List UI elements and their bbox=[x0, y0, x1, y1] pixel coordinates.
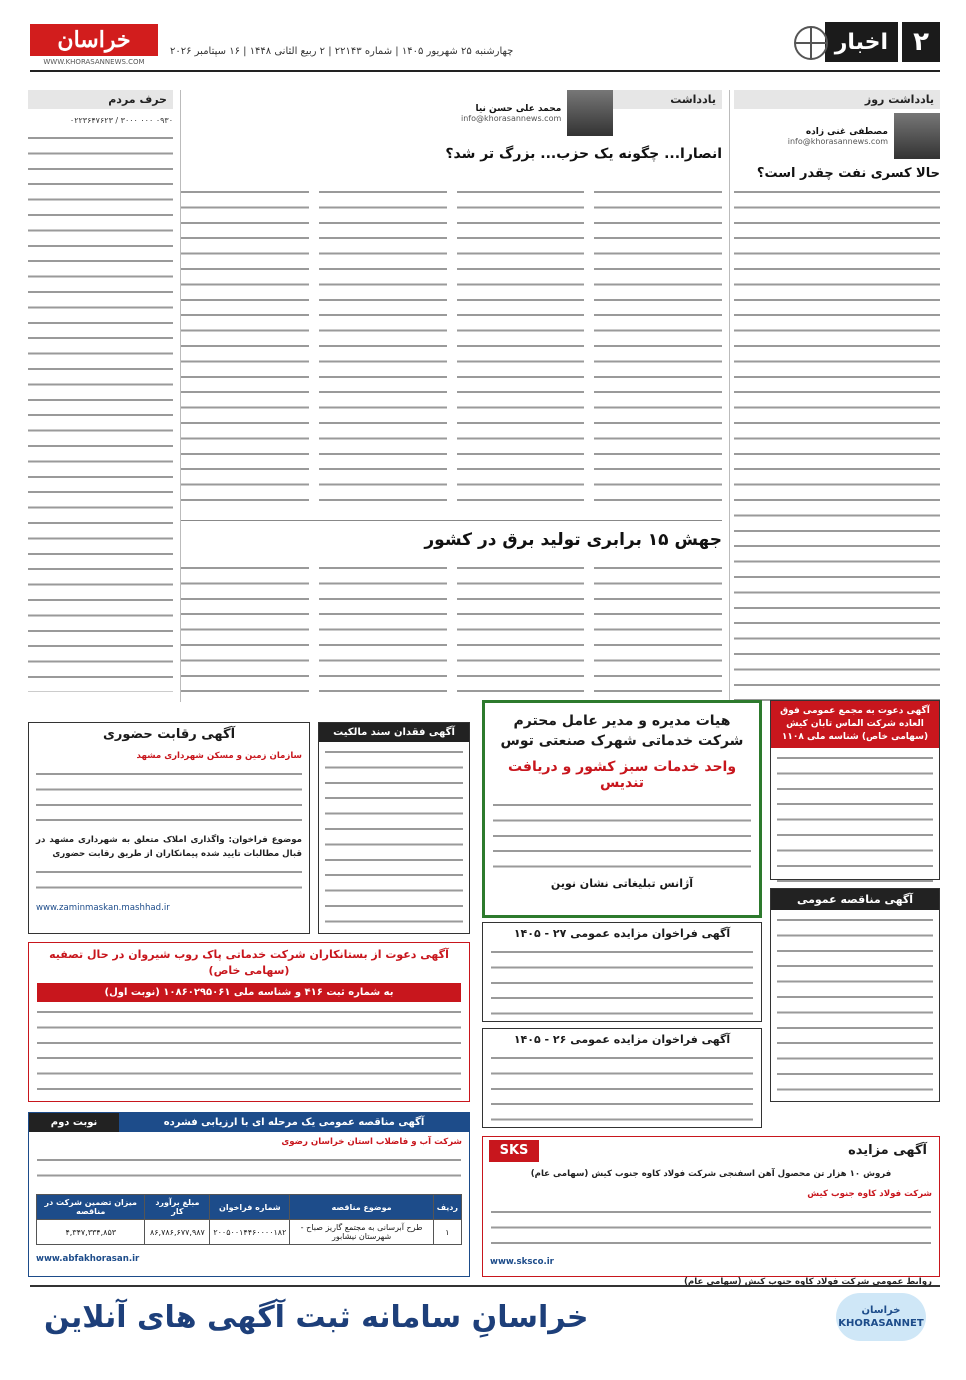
ad-title: آگهی فقدان سند مالکیت bbox=[319, 723, 469, 742]
article-body bbox=[734, 186, 940, 706]
water-tender-ad bbox=[28, 1112, 470, 1277]
section-label: یادداشت روز bbox=[734, 90, 940, 109]
text-column bbox=[319, 186, 447, 504]
author-photo bbox=[894, 113, 940, 159]
ad-footer: روابط عمومی شرکت فولاد کاوه جنوب کیش (سهامی عام) bbox=[684, 1277, 932, 1287]
ad-company: شرکت آب و فاضلاب استان خراسان رضوی bbox=[281, 1137, 462, 1147]
tender-table bbox=[36, 1194, 462, 1245]
ad-title: آگهی رقابت حضوری bbox=[102, 727, 236, 742]
ad-body bbox=[36, 768, 302, 828]
table-cell: ۴,۳۴۷,۳۳۴,۸۵۳ bbox=[37, 1220, 145, 1245]
ad-org: سازمان زمین و مسکن شهرداری مشهد bbox=[136, 751, 302, 761]
ad-body bbox=[493, 799, 751, 869]
lost-document-ad bbox=[318, 722, 470, 934]
contact-phones: ۰۹۳۰ ۰۰۰ ۳۰۰۰ / ۰۲۲۳۶۴۷۶۲۳ bbox=[69, 116, 173, 125]
sks-logo: SKS bbox=[489, 1140, 539, 1162]
logo[interactable]: خراسان bbox=[30, 24, 158, 56]
ad-title: آگهی فراخوان مزایده عمومی ۲۷ - ۱۴۰۵ bbox=[513, 927, 731, 940]
ad-body bbox=[37, 1006, 461, 1102]
ad-award: واحد خدمات سبز کشور و دریافت تندیس bbox=[507, 759, 737, 791]
congrats-ad bbox=[482, 700, 762, 918]
general-tender-ad bbox=[770, 888, 940, 1102]
ad-signature: آژانس تبلیغاتی نشان نوین bbox=[550, 877, 694, 890]
creditors-ad bbox=[28, 942, 470, 1102]
author-name: مصطفی غنی زاده bbox=[805, 126, 888, 137]
logo-url: WWW.KHORASANNEWS.COM bbox=[43, 58, 145, 66]
ad-subtitle: به شماره ثبت ۴۱۶ و شناسه ملی ۱۰۸۶۰۲۹۵۰۶۱ (نوبت اول) bbox=[37, 983, 461, 1002]
ad-body bbox=[491, 1052, 753, 1122]
ad-title: آگهی فراخوان مزایده عمومی ۲۶ - ۱۴۰۵ bbox=[513, 1033, 731, 1046]
section-name: اخبار bbox=[825, 22, 898, 62]
tender-ad-2 bbox=[482, 1028, 762, 1128]
section-label: یادداشت bbox=[613, 90, 722, 109]
table-cell: ۸۶,۷۸۶,۶۷۷,۹۸۷ bbox=[145, 1220, 210, 1245]
ad-title: آگهی دعوت از بستانکاران شرکت خدماتی پاک روب شیروان در حال تصفیه (سهامی خاص) bbox=[49, 948, 449, 977]
table-header-row bbox=[37, 1195, 462, 1220]
article-headline[interactable]: حالا کسری نفت چقدر است؟ bbox=[756, 166, 940, 181]
text-column bbox=[457, 186, 585, 504]
author-email: info@khorasannews.com bbox=[461, 113, 562, 123]
section-label: حرف مردم bbox=[28, 90, 173, 109]
table-cell: ۱ bbox=[433, 1220, 461, 1245]
author-photo bbox=[567, 90, 613, 136]
table-header-cell: شماره فراخوان bbox=[210, 1195, 290, 1220]
text-column bbox=[181, 562, 309, 700]
article-headline[interactable]: انصارا... چگونه یک حزب... بزرگ تر شد؟ bbox=[445, 146, 722, 162]
article-body bbox=[181, 186, 722, 504]
column-body bbox=[28, 132, 173, 692]
table-cell: طرح آبرسانی به مجتمع گاریز صباح - شهرستان نیشابور bbox=[290, 1220, 433, 1245]
right-column bbox=[734, 90, 940, 702]
ad-title: آگهی مناقصه عمومی یک مرحله ای با ارزیابی فشرده bbox=[119, 1113, 469, 1132]
tender-ad-1 bbox=[482, 922, 762, 1022]
ad-title: آگهی مزایده bbox=[848, 1143, 927, 1158]
footer-banner bbox=[30, 1285, 940, 1347]
ad-body bbox=[36, 866, 302, 896]
rivalry-ad bbox=[28, 722, 310, 934]
table-header-cell: موضوع مناقصه bbox=[290, 1195, 433, 1220]
table-cell: ۲۰۰۵۰۰۱۴۴۶۰۰۰۰۱۸۲ bbox=[210, 1220, 290, 1245]
ad-subtitle: فروش ۱۰ هزار تن محصول آهن اسفنجی شرکت فولاد کاوه جنوب کیش (سهامی عام) bbox=[530, 1169, 892, 1179]
table-header-cell: مبلغ برآورد کار bbox=[145, 1195, 210, 1220]
ad-body bbox=[777, 914, 933, 1094]
dateline: چهارشنبه ۲۵ شهریور ۱۴۰۵ | شماره ۲۲۱۴۳ | ۲ ربیع الثانی ۱۴۴۸ | ۱۶ سپتامبر ۲۰۲۶ bbox=[170, 46, 514, 57]
assembly-ad bbox=[770, 700, 940, 880]
divider bbox=[181, 520, 722, 521]
article-headline[interactable]: جهش ۱۵ برابری تولید برق در کشور bbox=[424, 530, 722, 550]
middle-column bbox=[181, 90, 722, 510]
column-divider bbox=[180, 90, 181, 702]
ad-body bbox=[325, 746, 463, 926]
table-row bbox=[37, 1220, 462, 1245]
ad-topic: موضوع فراخوان: واگذاری املاک متعلق به شهرداری مشهد در قبال مطالبات تایید شده پیمانکاران از طریق رقابت حضوری bbox=[36, 835, 302, 859]
text-column bbox=[319, 562, 447, 700]
author-box bbox=[461, 90, 613, 136]
text-column bbox=[457, 562, 585, 700]
ad-title: هیات مدیره و مدیر عامل محترم شرکت خدماتی شهرک صنعتی توس bbox=[500, 713, 744, 749]
ad-body bbox=[491, 1206, 931, 1250]
text-column bbox=[181, 186, 309, 504]
article-body bbox=[181, 562, 722, 700]
table-header-cell: ردیف bbox=[433, 1195, 461, 1220]
author-box bbox=[734, 113, 940, 159]
author-name: محمد علی حسن نیا bbox=[475, 103, 562, 114]
ad-body bbox=[777, 752, 933, 882]
footer-banner-text[interactable]: خراسانِ سامانه ثبت آگهی های آنلاین bbox=[44, 1299, 589, 1335]
auction-ad bbox=[482, 1136, 940, 1287]
ad-site[interactable]: www.abfakhorasan.ir bbox=[36, 1254, 140, 1264]
section-badge bbox=[825, 22, 940, 62]
ad-site[interactable]: www.zaminmaskan.mashhad.ir bbox=[36, 903, 170, 913]
table-header-cell: میزان تضمین شرکت در مناقصه bbox=[37, 1195, 145, 1220]
ad-body-head: شرکت فولاد کاوه جنوب کیش bbox=[807, 1189, 932, 1199]
globe-icon bbox=[794, 26, 828, 60]
ad-title: آگهی دعوت به مجمع عمومی فوق العاده شرکت الماس تابان کیش (سهامی خاص) شناسه ملی ۱۱۰۸ bbox=[771, 701, 939, 748]
section-number: ۲ bbox=[902, 22, 940, 62]
page-header bbox=[30, 22, 940, 72]
left-column bbox=[28, 90, 173, 702]
khorasannet-logo[interactable]: خراسان KHORASANNET bbox=[836, 1293, 926, 1341]
text-column bbox=[594, 186, 722, 504]
ad-site[interactable]: www.sksco.ir bbox=[490, 1257, 554, 1267]
ad-round: نوبت دوم bbox=[29, 1113, 119, 1132]
column-divider bbox=[729, 90, 730, 702]
ad-body bbox=[37, 1154, 461, 1190]
ad-body bbox=[491, 946, 753, 1016]
author-email: info@khorasannews.com bbox=[787, 136, 888, 146]
text-column bbox=[594, 562, 722, 700]
ad-title: آگهی مناقصه عمومی bbox=[771, 889, 939, 910]
